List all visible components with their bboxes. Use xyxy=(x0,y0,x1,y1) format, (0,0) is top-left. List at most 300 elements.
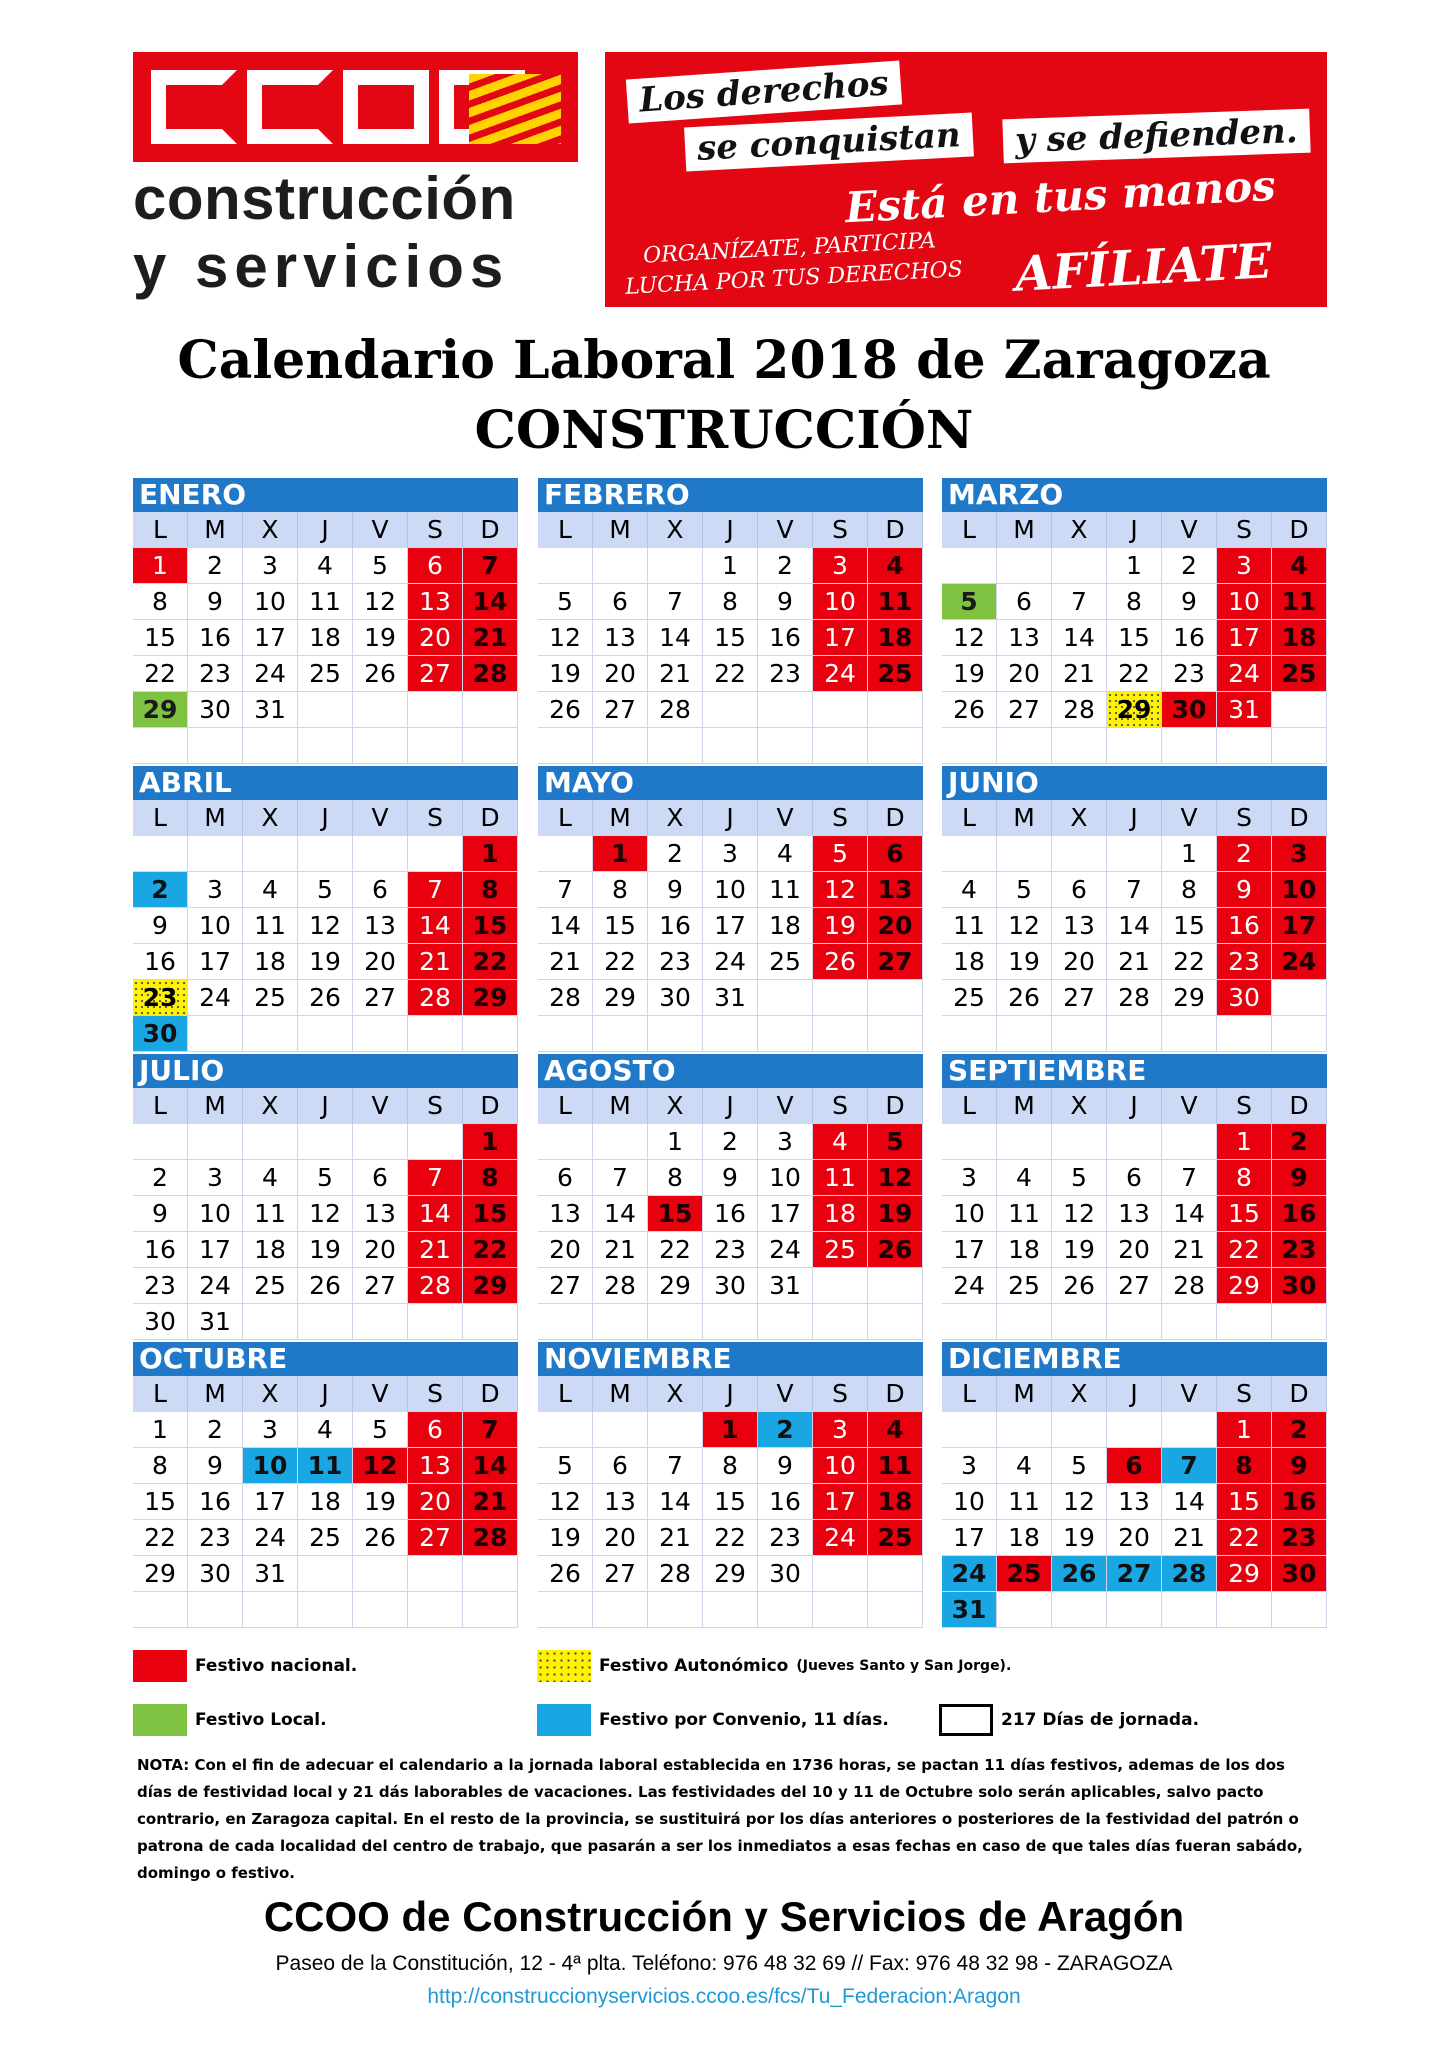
empty-cell xyxy=(1272,692,1327,728)
banner-line-1: Los derechos xyxy=(626,61,902,124)
month-grid xyxy=(133,1088,518,1340)
day-cell: 1 xyxy=(1217,1412,1272,1448)
day-cell: 28 xyxy=(463,1520,518,1556)
day-cell: 26 xyxy=(353,1520,408,1556)
empty-cell xyxy=(868,980,923,1016)
day-cell: 1 xyxy=(703,548,758,584)
weekday-header: S xyxy=(813,1376,868,1412)
day-cell: 28 xyxy=(408,1268,463,1304)
day-cell: 5 xyxy=(298,1160,353,1196)
day-cell: 20 xyxy=(868,908,923,944)
weekday-header: J xyxy=(1107,800,1162,836)
weekday-header: J xyxy=(703,512,758,548)
day-cell: 12 xyxy=(298,908,353,944)
day-cell: 27 xyxy=(593,692,648,728)
day-cell: 27 xyxy=(997,692,1052,728)
day-cell: 28 xyxy=(538,980,593,1016)
day-cell: 10 xyxy=(703,872,758,908)
day-cell: 30 xyxy=(188,1556,243,1592)
day-cell: 23 xyxy=(188,656,243,692)
legend-swatch-white xyxy=(939,1704,993,1736)
logo-letter-c xyxy=(151,70,237,144)
weekday-header: D xyxy=(1272,800,1327,836)
day-cell: 4 xyxy=(243,872,298,908)
day-cell: 25 xyxy=(942,980,997,1016)
day-cell: 1 xyxy=(133,548,188,584)
day-cell: 12 xyxy=(353,584,408,620)
weekday-header: D xyxy=(463,1376,518,1412)
empty-cell xyxy=(538,1592,593,1628)
month-name: AGOSTO xyxy=(538,1054,923,1088)
day-cell: 30 xyxy=(1272,1556,1327,1592)
weekday-header: M xyxy=(593,512,648,548)
weekday-header: D xyxy=(868,512,923,548)
day-cell: 14 xyxy=(1162,1196,1217,1232)
empty-cell xyxy=(188,1016,243,1052)
day-cell: 10 xyxy=(243,584,298,620)
weekday-header: X xyxy=(1052,800,1107,836)
day-cell: 9 xyxy=(133,908,188,944)
day-cell: 12 xyxy=(997,908,1052,944)
empty-cell xyxy=(133,728,188,764)
day-cell: 15 xyxy=(1217,1484,1272,1520)
weekday-header: L xyxy=(538,800,593,836)
weekday-header: L xyxy=(942,512,997,548)
weekday-header: X xyxy=(243,800,298,836)
day-cell: 19 xyxy=(1052,1232,1107,1268)
weekday-header: V xyxy=(353,1088,408,1124)
empty-cell xyxy=(408,1592,463,1628)
day-cell: 20 xyxy=(408,1484,463,1520)
day-cell: 3 xyxy=(813,1412,868,1448)
day-cell: 21 xyxy=(408,1232,463,1268)
day-cell: 2 xyxy=(1162,548,1217,584)
day-cell: 26 xyxy=(353,656,408,692)
empty-cell xyxy=(298,1016,353,1052)
day-cell: 24 xyxy=(1272,944,1327,980)
empty-cell xyxy=(463,1016,518,1052)
empty-cell xyxy=(463,728,518,764)
day-cell: 14 xyxy=(648,1484,703,1520)
day-cell: 13 xyxy=(997,620,1052,656)
day-cell: 12 xyxy=(868,1160,923,1196)
day-cell: 28 xyxy=(648,1556,703,1592)
empty-cell xyxy=(353,1556,408,1592)
day-cell: 17 xyxy=(188,1232,243,1268)
day-cell: 30 xyxy=(1217,980,1272,1016)
day-cell: 9 xyxy=(1272,1448,1327,1484)
empty-cell xyxy=(942,728,997,764)
day-cell: 3 xyxy=(942,1448,997,1484)
day-cell: 17 xyxy=(243,620,298,656)
day-cell: 22 xyxy=(1217,1520,1272,1556)
empty-cell xyxy=(648,548,703,584)
legend-item-autonomico xyxy=(537,1650,1011,1682)
day-cell: 14 xyxy=(648,620,703,656)
empty-cell xyxy=(133,836,188,872)
empty-cell xyxy=(1052,1412,1107,1448)
weekday-header: D xyxy=(463,1088,518,1124)
day-cell: 22 xyxy=(463,1232,518,1268)
month-name: OCTUBRE xyxy=(133,1342,518,1376)
day-cell: 26 xyxy=(298,980,353,1016)
day-cell: 2 xyxy=(188,548,243,584)
day-cell: 9 xyxy=(188,1448,243,1484)
day-cell: 14 xyxy=(593,1196,648,1232)
day-cell: 6 xyxy=(1107,1448,1162,1484)
empty-cell xyxy=(1217,1016,1272,1052)
weekday-header: S xyxy=(408,800,463,836)
weekday-header: X xyxy=(648,1088,703,1124)
day-cell: 2 xyxy=(703,1124,758,1160)
day-cell: 7 xyxy=(463,1412,518,1448)
weekday-header: M xyxy=(593,800,648,836)
day-cell: 18 xyxy=(758,908,813,944)
day-cell: 17 xyxy=(188,944,243,980)
weekday-header: V xyxy=(353,512,408,548)
day-cell: 2 xyxy=(648,836,703,872)
day-cell: 14 xyxy=(408,1196,463,1232)
empty-cell xyxy=(1162,1412,1217,1448)
day-cell: 12 xyxy=(298,1196,353,1232)
day-cell: 5 xyxy=(813,836,868,872)
weekday-header: M xyxy=(188,800,243,836)
weekday-header: X xyxy=(243,512,298,548)
day-cell: 8 xyxy=(703,584,758,620)
empty-cell xyxy=(868,1556,923,1592)
day-cell: 9 xyxy=(758,1448,813,1484)
day-cell: 25 xyxy=(997,1268,1052,1304)
day-cell: 28 xyxy=(1162,1268,1217,1304)
month-grid xyxy=(538,1376,923,1628)
month-grid xyxy=(942,512,1327,764)
weekday-header: X xyxy=(243,1088,298,1124)
empty-cell xyxy=(1052,548,1107,584)
day-cell: 25 xyxy=(997,1556,1052,1592)
empty-cell xyxy=(538,728,593,764)
month-grid xyxy=(538,512,923,764)
weekday-header: V xyxy=(1162,1088,1217,1124)
day-cell: 28 xyxy=(1052,692,1107,728)
day-cell: 31 xyxy=(758,1268,813,1304)
empty-cell xyxy=(813,1268,868,1304)
empty-cell xyxy=(1052,836,1107,872)
empty-cell xyxy=(1272,1592,1327,1628)
day-cell: 3 xyxy=(703,836,758,872)
day-cell: 13 xyxy=(538,1196,593,1232)
empty-cell xyxy=(353,836,408,872)
weekday-header: S xyxy=(408,512,463,548)
month-name: NOVIEMBRE xyxy=(538,1342,923,1376)
weekday-header: V xyxy=(1162,512,1217,548)
day-cell: 2 xyxy=(1272,1124,1327,1160)
day-cell: 6 xyxy=(408,548,463,584)
empty-cell xyxy=(868,1592,923,1628)
day-cell: 25 xyxy=(243,980,298,1016)
day-cell: 23 xyxy=(648,944,703,980)
empty-cell xyxy=(648,728,703,764)
day-cell: 20 xyxy=(353,1232,408,1268)
day-cell: 16 xyxy=(188,1484,243,1520)
note-text: NOTA: Con el fin de adecuar el calendario a la jornada laboral establecida en 1736 horas, se pactan 11 días festivos, ademas de los dos días de festividad local y 21 dás laborables de vacaciones. Las festividades del 10 y 11 de Octubre solo serán aplicables, salvo pacto contrario, en Zaragoza capital. En el resto de la provincia, se sustituirá por los días anteriores o posteriores de la festividad del patrón o patrona de cada localidad del centro de trabajo, que pasarán a ser los inmediatos a esas fechas en caso de que tales días fueran sabádo, domingo o festivo. xyxy=(137,1756,1303,1882)
day-cell: 22 xyxy=(1217,1232,1272,1268)
day-cell: 15 xyxy=(133,620,188,656)
day-cell: 31 xyxy=(243,1556,298,1592)
day-cell: 28 xyxy=(463,656,518,692)
day-cell: 26 xyxy=(538,1556,593,1592)
weekday-header: J xyxy=(298,1088,353,1124)
month-junio xyxy=(942,766,1327,1052)
day-cell: 19 xyxy=(813,908,868,944)
day-cell: 4 xyxy=(298,1412,353,1448)
day-cell: 24 xyxy=(942,1556,997,1592)
day-cell: 10 xyxy=(1217,584,1272,620)
month-name: DICIEMBRE xyxy=(942,1342,1327,1376)
day-cell: 16 xyxy=(133,1232,188,1268)
day-cell: 20 xyxy=(1052,944,1107,980)
day-cell: 22 xyxy=(1162,944,1217,980)
day-cell: 19 xyxy=(538,1520,593,1556)
empty-cell xyxy=(243,1016,298,1052)
day-cell: 11 xyxy=(298,1448,353,1484)
day-cell: 15 xyxy=(463,908,518,944)
empty-cell xyxy=(243,1124,298,1160)
legend-label: 217 Días de jornada. xyxy=(1001,1710,1200,1730)
empty-cell xyxy=(243,836,298,872)
weekday-header: J xyxy=(703,800,758,836)
day-cell: 7 xyxy=(648,584,703,620)
empty-cell xyxy=(353,692,408,728)
day-cell: 1 xyxy=(593,836,648,872)
empty-cell xyxy=(1107,728,1162,764)
empty-cell xyxy=(593,1412,648,1448)
day-cell: 31 xyxy=(1217,692,1272,728)
day-cell: 7 xyxy=(1162,1448,1217,1484)
day-cell: 4 xyxy=(813,1124,868,1160)
day-cell: 8 xyxy=(1107,584,1162,620)
weekday-header: M xyxy=(593,1376,648,1412)
legend-label: Festivo por Convenio, 11 días. xyxy=(599,1710,889,1730)
day-cell: 19 xyxy=(997,944,1052,980)
day-cell: 1 xyxy=(1217,1124,1272,1160)
day-cell: 20 xyxy=(593,656,648,692)
day-cell: 10 xyxy=(243,1448,298,1484)
legend-note: (Jueves Santo y San Jorge). xyxy=(796,1658,1012,1674)
weekday-header: S xyxy=(813,1088,868,1124)
day-cell: 26 xyxy=(997,980,1052,1016)
day-cell: 25 xyxy=(243,1268,298,1304)
weekday-header: X xyxy=(648,1376,703,1412)
empty-cell xyxy=(1107,1412,1162,1448)
month-name: FEBRERO xyxy=(538,478,923,512)
weekday-header: S xyxy=(813,800,868,836)
day-cell: 14 xyxy=(1107,908,1162,944)
empty-cell xyxy=(997,1016,1052,1052)
day-cell: 9 xyxy=(1217,872,1272,908)
day-cell: 8 xyxy=(133,584,188,620)
day-cell: 4 xyxy=(868,548,923,584)
weekday-header: M xyxy=(593,1088,648,1124)
empty-cell xyxy=(593,1124,648,1160)
legend-label: Festivo Local. xyxy=(195,1710,327,1730)
day-cell: 24 xyxy=(703,944,758,980)
day-cell: 25 xyxy=(298,656,353,692)
weekday-header: J xyxy=(298,800,353,836)
empty-cell xyxy=(942,1412,997,1448)
day-cell: 6 xyxy=(593,1448,648,1484)
empty-cell xyxy=(408,728,463,764)
day-cell: 25 xyxy=(868,1520,923,1556)
day-cell: 30 xyxy=(703,1268,758,1304)
day-cell: 2 xyxy=(133,1160,188,1196)
month-mayo xyxy=(538,766,923,1052)
day-cell: 26 xyxy=(813,944,868,980)
day-cell: 12 xyxy=(538,620,593,656)
day-cell: 14 xyxy=(463,1448,518,1484)
banner-line-5: ORGANÍZATE, PARTICIPA xyxy=(642,228,937,269)
day-cell: 27 xyxy=(353,1268,408,1304)
day-cell: 9 xyxy=(703,1160,758,1196)
day-cell: 8 xyxy=(593,872,648,908)
day-cell: 24 xyxy=(942,1268,997,1304)
weekday-header: L xyxy=(538,1088,593,1124)
empty-cell xyxy=(298,836,353,872)
day-cell: 29 xyxy=(463,980,518,1016)
day-cell: 26 xyxy=(868,1232,923,1268)
day-cell: 28 xyxy=(1162,1556,1217,1592)
day-cell: 13 xyxy=(593,1484,648,1520)
day-cell: 6 xyxy=(353,1160,408,1196)
empty-cell xyxy=(813,1016,868,1052)
day-cell: 11 xyxy=(942,908,997,944)
day-cell: 18 xyxy=(298,620,353,656)
banner-line-4: Está en tus manos xyxy=(844,160,1277,233)
day-cell: 3 xyxy=(813,548,868,584)
day-cell: 26 xyxy=(1052,1268,1107,1304)
empty-cell xyxy=(758,1016,813,1052)
empty-cell xyxy=(758,1592,813,1628)
day-cell: 7 xyxy=(1052,584,1107,620)
month-name: JULIO xyxy=(133,1054,518,1088)
day-cell: 18 xyxy=(942,944,997,980)
day-cell: 19 xyxy=(298,944,353,980)
day-cell: 8 xyxy=(648,1160,703,1196)
day-cell: 29 xyxy=(133,1556,188,1592)
day-cell: 21 xyxy=(408,944,463,980)
day-cell: 5 xyxy=(353,1412,408,1448)
day-cell: 5 xyxy=(1052,1448,1107,1484)
day-cell: 30 xyxy=(648,980,703,1016)
day-cell: 30 xyxy=(188,692,243,728)
day-cell: 19 xyxy=(298,1232,353,1268)
day-cell: 4 xyxy=(942,872,997,908)
empty-cell xyxy=(353,728,408,764)
day-cell: 1 xyxy=(1107,548,1162,584)
empty-cell xyxy=(188,1124,243,1160)
day-cell: 25 xyxy=(758,944,813,980)
empty-cell xyxy=(538,1016,593,1052)
logo-letter-c xyxy=(247,70,333,144)
day-cell: 16 xyxy=(758,620,813,656)
weekday-header: L xyxy=(538,512,593,548)
day-cell: 8 xyxy=(133,1448,188,1484)
empty-cell xyxy=(1217,1304,1272,1340)
month-grid xyxy=(538,1088,923,1340)
day-cell: 27 xyxy=(1107,1268,1162,1304)
weekday-header: D xyxy=(868,1376,923,1412)
day-cell: 23 xyxy=(758,1520,813,1556)
weekday-header: J xyxy=(1107,1088,1162,1124)
day-cell: 24 xyxy=(188,1268,243,1304)
empty-cell xyxy=(298,1304,353,1340)
day-cell: 28 xyxy=(593,1268,648,1304)
empty-cell xyxy=(1052,1304,1107,1340)
day-cell: 17 xyxy=(758,1196,813,1232)
day-cell: 19 xyxy=(1052,1520,1107,1556)
weekday-header: D xyxy=(1272,512,1327,548)
day-cell: 4 xyxy=(298,548,353,584)
footer-org: CCOO de Construcción y Servicios de Aragón xyxy=(263,1893,1185,1940)
legend-item-local xyxy=(133,1704,327,1736)
day-cell: 8 xyxy=(463,1160,518,1196)
day-cell: 21 xyxy=(1162,1232,1217,1268)
empty-cell xyxy=(1162,1592,1217,1628)
day-cell: 20 xyxy=(408,620,463,656)
weekday-header: X xyxy=(648,512,703,548)
legend-item-nacional xyxy=(133,1650,357,1682)
day-cell: 3 xyxy=(188,1160,243,1196)
day-cell: 14 xyxy=(408,908,463,944)
day-cell: 1 xyxy=(703,1412,758,1448)
weekday-header: L xyxy=(133,1376,188,1412)
day-cell: 3 xyxy=(1217,548,1272,584)
footer-url[interactable]: http://construccionyservicios.ccoo.es/fcs/Tu_Federacion:Aragon xyxy=(427,1985,1021,2008)
empty-cell xyxy=(353,1016,408,1052)
month-grid xyxy=(942,1088,1327,1340)
day-cell: 18 xyxy=(868,1484,923,1520)
day-cell: 7 xyxy=(593,1160,648,1196)
empty-cell xyxy=(997,548,1052,584)
day-cell: 20 xyxy=(538,1232,593,1268)
day-cell: 17 xyxy=(703,908,758,944)
day-cell: 16 xyxy=(1272,1196,1327,1232)
weekday-header: S xyxy=(1217,800,1272,836)
day-cell: 29 xyxy=(1217,1556,1272,1592)
day-cell: 21 xyxy=(648,656,703,692)
empty-cell xyxy=(1272,1304,1327,1340)
day-cell: 30 xyxy=(133,1016,188,1052)
empty-cell xyxy=(408,1556,463,1592)
weekday-header: L xyxy=(133,1088,188,1124)
day-cell: 30 xyxy=(1162,692,1217,728)
weekday-header: D xyxy=(1272,1376,1327,1412)
day-cell: 16 xyxy=(1162,620,1217,656)
day-cell: 31 xyxy=(243,692,298,728)
day-cell: 11 xyxy=(868,584,923,620)
day-cell: 19 xyxy=(353,620,408,656)
empty-cell xyxy=(813,728,868,764)
day-cell: 12 xyxy=(538,1484,593,1520)
day-cell: 7 xyxy=(1107,872,1162,908)
day-cell: 5 xyxy=(942,584,997,620)
day-cell: 13 xyxy=(353,908,408,944)
empty-cell xyxy=(703,692,758,728)
day-cell: 13 xyxy=(408,1448,463,1484)
weekday-header: L xyxy=(942,1088,997,1124)
day-cell: 11 xyxy=(243,1196,298,1232)
day-cell: 31 xyxy=(942,1592,997,1628)
weekday-header: V xyxy=(1162,1376,1217,1412)
